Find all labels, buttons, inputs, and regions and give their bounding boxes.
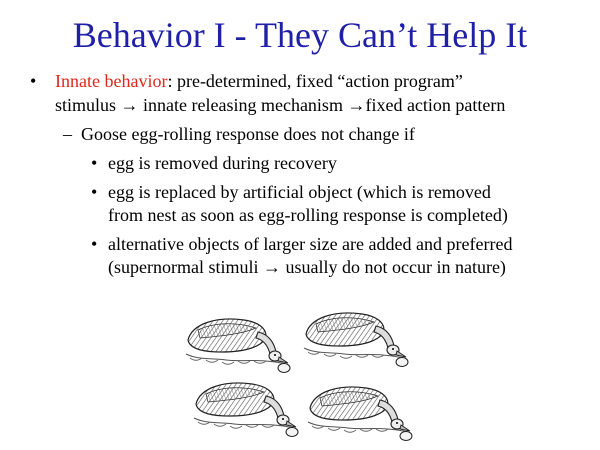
term-innate-behavior: Innate behavior — [55, 71, 168, 91]
goose-egg-rolling-illustration — [180, 304, 414, 450]
innate-releasing-mechanism-text: innate releasing mechanism — [138, 95, 348, 115]
supernormal-text: (supernormal stimuli — [108, 257, 259, 277]
nature-text: usually do not occur in nature) — [280, 257, 506, 277]
slide-title: Behavior I - They Can’t Help It — [72, 15, 528, 55]
bullet-marker: • — [30, 71, 37, 91]
definition-text: : pre-determined, fixed “action program” — [167, 71, 463, 91]
subsub-bullet-3-line2 — [108, 256, 506, 278]
sub-bullet-goose: Goose egg-rolling response does not change if — [81, 124, 415, 144]
stimulus-text: stimulus — [55, 95, 117, 115]
bullet-marker: • — [91, 182, 98, 202]
dash-marker: – — [63, 124, 72, 144]
bullet-innate-behavior — [55, 70, 463, 92]
fixed-action-pattern-text: fixed action pattern — [365, 95, 506, 115]
arrow-icon: → — [262, 257, 281, 277]
subsub-bullet-2-line2: from nest as soon as egg-rolling response is completed) — [108, 205, 508, 225]
subsub-bullet-1: egg is removed during recovery — [108, 153, 337, 173]
subsub-bullet-3-line1: alternative objects of larger size are added and preferred — [108, 234, 513, 254]
bullet-marker: • — [91, 153, 98, 173]
subsub-bullet-2-line1: egg is replaced by artificial object (which is removed — [108, 182, 491, 202]
arrow-icon: → — [120, 95, 139, 115]
arrow-icon: → — [347, 95, 366, 115]
bullet-marker: • — [91, 234, 98, 254]
sequence-line — [55, 94, 505, 116]
